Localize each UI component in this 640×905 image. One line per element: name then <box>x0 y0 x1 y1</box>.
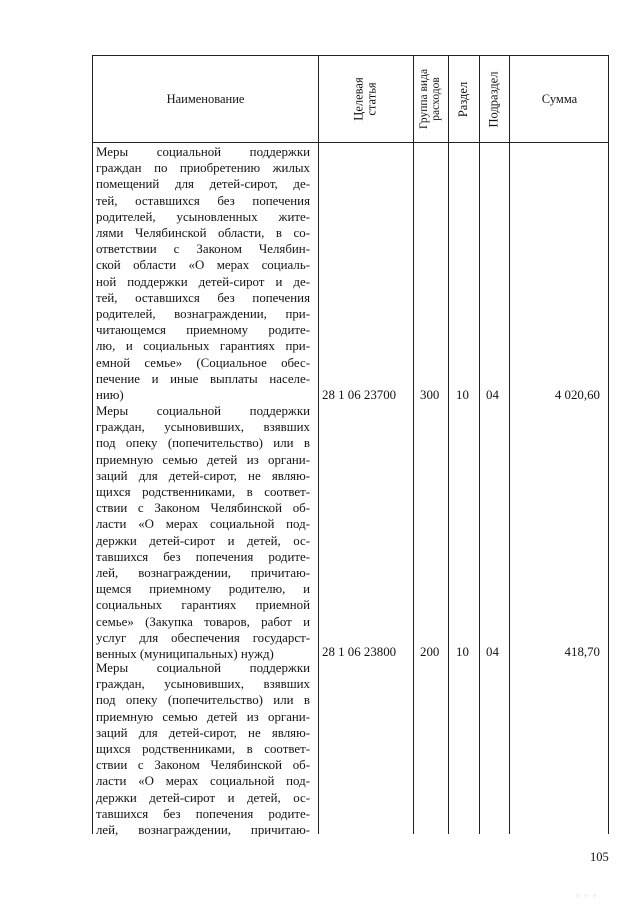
row-3-line: ласти «О мерах социальной под- <box>96 774 310 789</box>
row-1-line: родителей, усыновленных жите- <box>96 209 310 224</box>
row-1-line: тей, оставшихся без попечения <box>96 193 310 208</box>
header-subsection-label: Подраздел <box>486 71 501 127</box>
header-divider <box>93 142 608 143</box>
row-3-line: держки детей-сирот и детей, ос- <box>96 790 310 805</box>
header-target-article-label <box>353 77 379 120</box>
row-2-line: услуг для обеспечения государст- <box>96 630 310 645</box>
row-2-line: социальных гарантиях приемной <box>96 598 310 613</box>
header-target-line2: статья <box>364 82 379 116</box>
row-1-line: граждан по приобретению жилых <box>96 161 310 176</box>
header-name <box>93 56 318 142</box>
row-2-line: Меры социальной поддержки <box>96 404 310 418</box>
row-1-line: ответствии с Законом Челябин- <box>96 242 310 257</box>
row-2-line: под опеку (попечительство) или в <box>96 436 310 451</box>
row-3-line: Меры социальной поддержки <box>96 661 310 675</box>
row-2-line: граждан, усыновивших, взявших <box>96 420 310 435</box>
row-2-group: 200 <box>420 645 440 659</box>
row-1-line: нию) <box>96 388 124 403</box>
row-2-line: семье» (Закупка товаров, работ и <box>96 614 310 629</box>
scan-mark: ⁘ ⁘ ⁘ <box>575 894 599 900</box>
row-2-target: 28 1 06 23800 <box>322 645 397 659</box>
row-3-line: лей, вознаграждении, причитаю- <box>96 823 310 838</box>
header-target-article <box>318 56 413 142</box>
row-3-line: щихся родственниками, в соответ- <box>96 742 310 757</box>
row-1-line: лями Челябинской области, в со- <box>96 226 310 241</box>
row-2-line: ласти «О мерах социальной под- <box>96 517 310 532</box>
row-1-sum: 4 020,60 <box>554 388 600 402</box>
row-1-subsection: 04 <box>486 388 499 402</box>
row-3-name <box>96 660 310 838</box>
row-2-line: держки детей-сирот и детей, ос- <box>96 533 310 548</box>
header-sum <box>509 56 610 142</box>
header-sum-label: Сумма <box>541 91 578 106</box>
header-subsection <box>479 56 509 142</box>
row-2-name <box>96 403 310 662</box>
row-1-target: 28 1 06 23700 <box>322 388 397 402</box>
row-2-subsection: 04 <box>486 645 499 659</box>
row-1-group: 300 <box>420 388 440 402</box>
row-2-sum: 418,70 <box>564 645 600 659</box>
header-section-label: Раздел <box>456 81 471 117</box>
header-section <box>448 56 479 142</box>
row-1-line: ной поддержки детей-сирот и де- <box>96 274 310 289</box>
row-1-name <box>96 144 310 403</box>
page-number: 105 <box>590 850 609 864</box>
column-divider <box>479 56 480 834</box>
row-2-line: щемся приемному родителю, и <box>96 582 310 597</box>
header-target-line1: Целевая <box>351 77 366 121</box>
row-3-line: приемную семью детей из органи- <box>96 709 310 724</box>
header-group-line1: Группа вида <box>418 68 431 130</box>
budget-table <box>92 55 609 838</box>
row-2-line: венных (муниципальных) нужд) <box>96 647 274 662</box>
row-1-line: емной семье» (Социальное обес- <box>96 355 310 370</box>
row-1-line: помещений для детей-сирот, де- <box>96 177 310 192</box>
row-2-line: заций для детей-сирот, не являю- <box>96 468 310 483</box>
row-2-line: щихся родственниками, в соответ- <box>96 485 310 500</box>
row-3-line: под опеку (попечительство) или в <box>96 693 310 708</box>
row-3-line: граждан, усыновивших, взявших <box>96 677 310 692</box>
row-2-line: приемную семью детей из органи- <box>96 452 310 467</box>
row-1-line: печение и иные выплаты населе- <box>96 371 310 386</box>
row-3-line: ствии с Законом Челябинской об- <box>96 758 310 773</box>
row-3-line: тавшихся без попечения родите- <box>96 806 310 821</box>
header-name-label: Наименование <box>166 91 245 106</box>
header-expense-group-label <box>419 69 443 129</box>
column-divider <box>448 56 449 834</box>
row-1-section: 10 <box>456 388 469 402</box>
row-1-line: родителей, вознаграждении, при- <box>96 307 310 322</box>
header-group-line2: расходов <box>430 77 443 121</box>
row-2-line: ствии с Законом Челябинской об- <box>96 501 310 516</box>
row-1-line: тей, оставшихся без попечения <box>96 290 310 305</box>
row-1-line: читающемся приемному родите- <box>96 323 310 338</box>
row-1-line: лю, и социальных гарантиях при- <box>96 339 310 354</box>
column-divider <box>413 56 414 834</box>
row-1-line: ской области «О мерах социаль- <box>96 258 310 273</box>
row-2-section: 10 <box>456 645 469 659</box>
column-divider <box>509 56 510 834</box>
column-divider <box>318 56 319 834</box>
row-1-line: Меры социальной поддержки <box>96 145 310 159</box>
row-2-line: тавшихся без попечения родите- <box>96 549 310 564</box>
row-3-line: заций для детей-сирот, не являю- <box>96 725 310 740</box>
header-expense-group <box>413 56 448 142</box>
row-2-line: лей, вознаграждении, причитаю- <box>96 566 310 581</box>
